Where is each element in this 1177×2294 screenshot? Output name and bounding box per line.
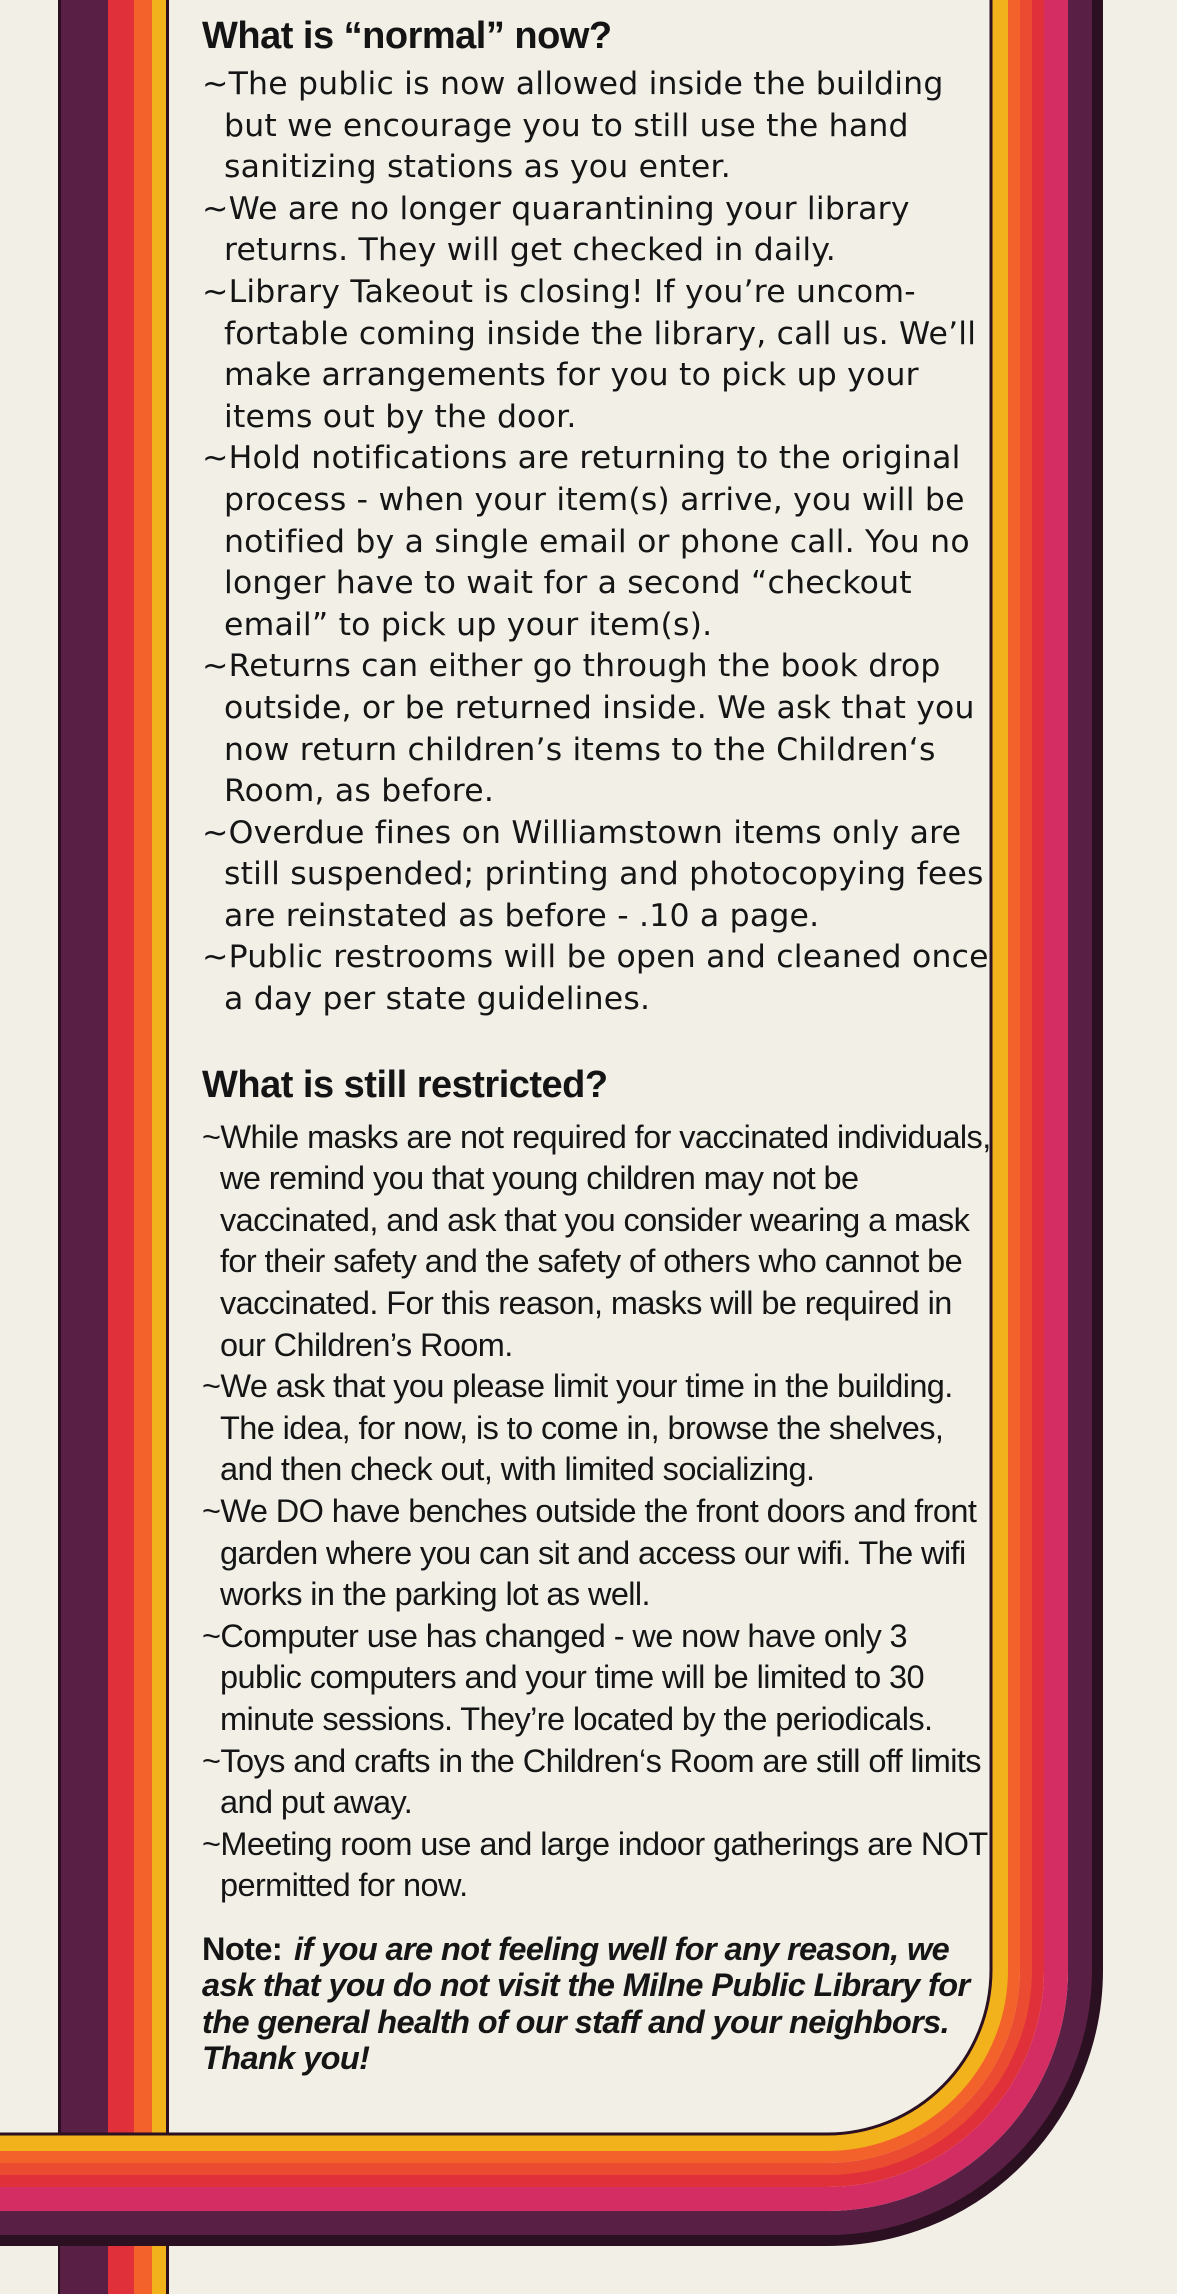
list-item: ~We are no longer quarantining your library returns. They will get checked in daily. bbox=[202, 190, 910, 269]
list-item: ~Computer use has changed - we now have only 3 public computers and your time will be limited to 30 minute sessions. They’re located by the periodicals. bbox=[202, 1617, 933, 1737]
list-item: ~Returns can either go through the book drop outside, or be returned inside. We ask that you now return children’s items to the Children‘s Room, as before. bbox=[202, 648, 975, 810]
heading-still-restricted: What is still restricted? bbox=[202, 1063, 608, 1106]
notice-content bbox=[202, 8, 992, 2109]
list-item: ~Toys and crafts in the Children‘s Room are still off limits and put away. bbox=[202, 1742, 981, 1821]
note-text: if you are not feeling well for any reason, we ask that you do not visit the Milne Public Library for the general health of our staff and your neighbors. Thank you! bbox=[202, 1930, 970, 2077]
normal-list bbox=[202, 64, 992, 1021]
restricted-list bbox=[202, 1117, 992, 1907]
note-label: Note: bbox=[202, 1930, 283, 1967]
heading-what-is-normal: What is “normal” now? bbox=[202, 15, 612, 57]
list-item: ~Library Takeout is closing! If you’re uncomfortable coming inside the library, call us. We’ll make arrangements for you to pick up your items out by the door. bbox=[202, 273, 977, 435]
health-note bbox=[202, 1931, 992, 2077]
list-item: ~We ask that you please limit your time in the building. The idea, for now, is to come in, browse the shelves, and then check out, with limited socializing. bbox=[202, 1368, 953, 1488]
list-item: ~Overdue fines on Williamstown items only are still suspended; printing and photocopying fees are reinstated as before - .10 a page. bbox=[202, 814, 984, 934]
list-item: ~While masks are not required for vaccinated individuals, we remind you that young children may not be vaccinated, and ask that you consider wearing a mask for their safety and the safety of others who cannot be vaccinated. For this reason, masks will be required in our Children’s Room. bbox=[202, 1118, 991, 1363]
list-item: ~Meeting room use and large indoor gatherings are NOT permitted for now. bbox=[202, 1825, 988, 1904]
list-item: ~The public is now allowed inside the building but we encourage you to still use the hand sanitizing stations as you enter. bbox=[202, 66, 944, 186]
list-item: ~We DO have benches outside the front doors and front garden where you can sit and access our wifi. The wifi works in the parking lot as well. bbox=[202, 1493, 977, 1613]
list-item: ~Public restrooms will be open and cleaned once a day per state guidelines. bbox=[202, 939, 989, 1018]
left-stripe-overlap bbox=[60, 2134, 108, 2246]
left-stripe-lower bbox=[60, 2246, 166, 2294]
left-stripe-band bbox=[58, 0, 169, 2294]
list-item: ~Hold notifications are returning to the original process - when your item(s) arrive, you will be notified by a single email or phone call. You no longer have to wait for a second “checkout email” to pick up your item(s). bbox=[202, 440, 970, 643]
